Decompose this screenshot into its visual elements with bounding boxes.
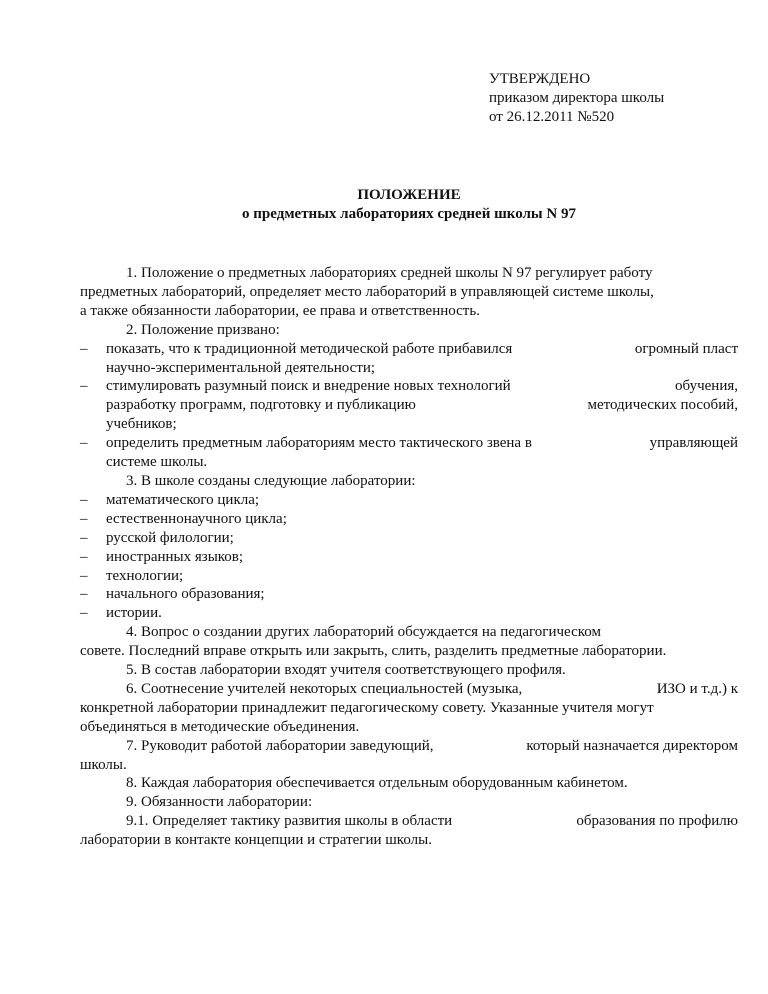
- bullet-dash: –: [80, 378, 88, 395]
- lab-list-item: – математического цикла;: [80, 491, 260, 508]
- section-8: 8. Каждая лаборатория обеспечивается отдельным оборудованным кабинетом.: [126, 775, 628, 792]
- bullet-dash: –: [80, 435, 88, 452]
- document-body: [80, 264, 738, 850]
- approval-title: УТВЕРЖДЕНО: [489, 71, 591, 87]
- approval-stamp: [489, 70, 664, 127]
- section-9-1-line-2: лаборатории в контакте концепции и стратегии школы.: [80, 832, 432, 849]
- section-9-heading: 9. Обязанности лаборатории:: [126, 794, 313, 811]
- lab-list-item: – истории.: [80, 605, 162, 622]
- title-main: ПОЛОЖЕНИЕ: [357, 187, 461, 203]
- lab-list-item: – технологии;: [80, 567, 184, 584]
- list-item: – стимулировать разумный поиск и внедрение новых технологий обучения, разработку программ, подготовку и публикацию методических пособий, учебников;: [80, 378, 738, 433]
- section-7-line-1: 7. Руководит работой лаборатории заведующий, который назначается директором: [126, 737, 738, 754]
- section-1-line-3: а также обязанности лаборатории, ее права и ответственность.: [80, 302, 480, 319]
- lab-list-item: – начального образования;: [80, 586, 265, 603]
- section-3-heading: 3. В школе созданы следующие лаборатории:: [126, 472, 416, 489]
- list-item: – показать, что к традиционной методической работе прибавился огромный пласт научно-экспериментальной деятельности;: [80, 340, 738, 376]
- bullet-dash: –: [80, 340, 88, 357]
- section-2-heading: 2. Положение призвано:: [126, 321, 280, 338]
- title-subtitle: о предметных лабораториях средней школы N 97: [242, 206, 576, 222]
- section-4-line-1: 4. Вопрос о создании других лабораторий обсуждается на педагогическом: [126, 624, 601, 641]
- approval-date: от 26.12.2011 №520: [489, 109, 615, 125]
- lab-list-item: – естественнонаучного цикла;: [80, 510, 287, 527]
- section-4-line-2: совете. Последний вправе открыть или закрыть, слить, разделить предметные лаборатории.: [80, 643, 667, 660]
- section-6-line-3: объединяться в методические объединения.: [80, 718, 360, 735]
- section-1-line-2: предметных лабораторий, определяет место лабораторий в управляющей системе школы,: [80, 283, 654, 300]
- section-6-line-1: 6. Соотнесение учителей некоторых специальностей (музыка, ИЗО и т.д.) к: [126, 680, 738, 697]
- section-6-line-2: конкретной лаборатории принадлежит педагогическому совету. Указанные учителя могут: [80, 699, 654, 716]
- approval-order: приказом директора школы: [489, 90, 665, 106]
- lab-list-item: – русской филологии;: [80, 529, 234, 546]
- section-9-1-line-1: 9.1. Определяет тактику развития школы в области образования по профилю: [126, 813, 738, 830]
- document-title: [80, 186, 738, 224]
- section-5: 5. В состав лаборатории входят учителя соответствующего профиля.: [126, 662, 566, 679]
- section-7-line-2: школы.: [80, 756, 127, 773]
- lab-list-item: – иностранных языков;: [80, 548, 244, 565]
- list-item: – определить предметным лабораториям место тактического звена в управляющей системе школы.: [80, 435, 738, 471]
- section-1-line-1: 1. Положение о предметных лабораториях средней школы N 97 регулирует работу: [126, 265, 653, 281]
